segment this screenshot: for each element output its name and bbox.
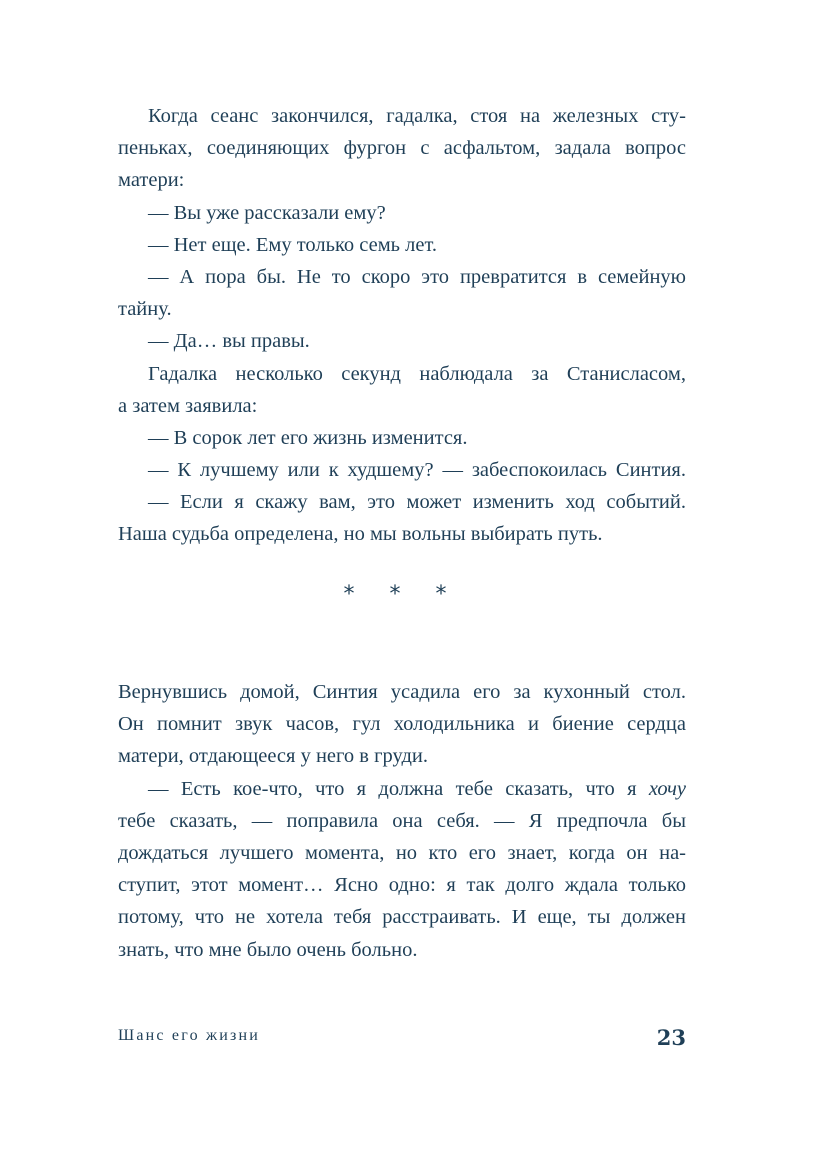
text-line: — Если я скажу вам, это может изменить ход событий. [148,491,686,514]
text-line: Когда сеанс закончился, гадалка, стоя на железных сту- [148,105,686,127]
text-line: Он помнит звук часов, гул холодильника и биение сердца [118,713,686,736]
text-line: — Вы уже рассказали ему? [148,201,386,224]
text-line: — Нет еще. Ему только семь лет. [148,233,438,256]
text-block-bottom [118,676,686,966]
text-line: — К лучшему или к худшему? — забеспокоилась Синтия. [148,459,686,482]
text-block-top [118,100,686,551]
text-line: Гадалка несколько секунд наблюдала за Станисласом, [148,362,686,385]
text-line: ступит, этот момент… Ясно одно: я так долго ждала только [118,874,686,897]
text-line: тебе сказать, — поправила она себя. — Я предпочла бы [118,809,686,832]
italic-word: хочу [648,777,686,800]
text-segment: — Есть кое-что, что я должна тебе сказать, что я [148,777,649,800]
text-line: Наша судьба определена, но мы вольны выбирать путь. [118,523,603,546]
text-line: — Да… вы правы. [148,330,310,353]
text-line: матери, отдающееся у него в груди. [118,745,428,768]
text-line: пеньках, соединяющих фургон с асфальтом, задала вопрос [118,137,686,160]
text-line: дождаться лучшего момента, но кто его знает, когда он на- [118,841,686,864]
text-line-with-italic [118,773,686,805]
page-number: 23 [656,1025,686,1050]
text-line: а затем заявила: [118,394,258,417]
text-line: матери: [118,169,185,192]
text-line: Вернувшись домой, Синтия усадила его за кухонный стол. [118,681,686,703]
section-separator: * * * [343,582,461,607]
text-line: — В сорок лет его жизнь изменится. [148,426,468,449]
text-line: тайну. [118,298,172,321]
text-line: потому, что не хотела тебя расстраивать. И еще, ты должен [118,906,686,929]
text-line: знать, что мне было очень больно. [118,938,418,961]
running-footer-title: Шанс его жизни [118,1027,261,1044]
text-line: — А пора бы. Не то скоро это превратится в семейную [148,265,686,288]
